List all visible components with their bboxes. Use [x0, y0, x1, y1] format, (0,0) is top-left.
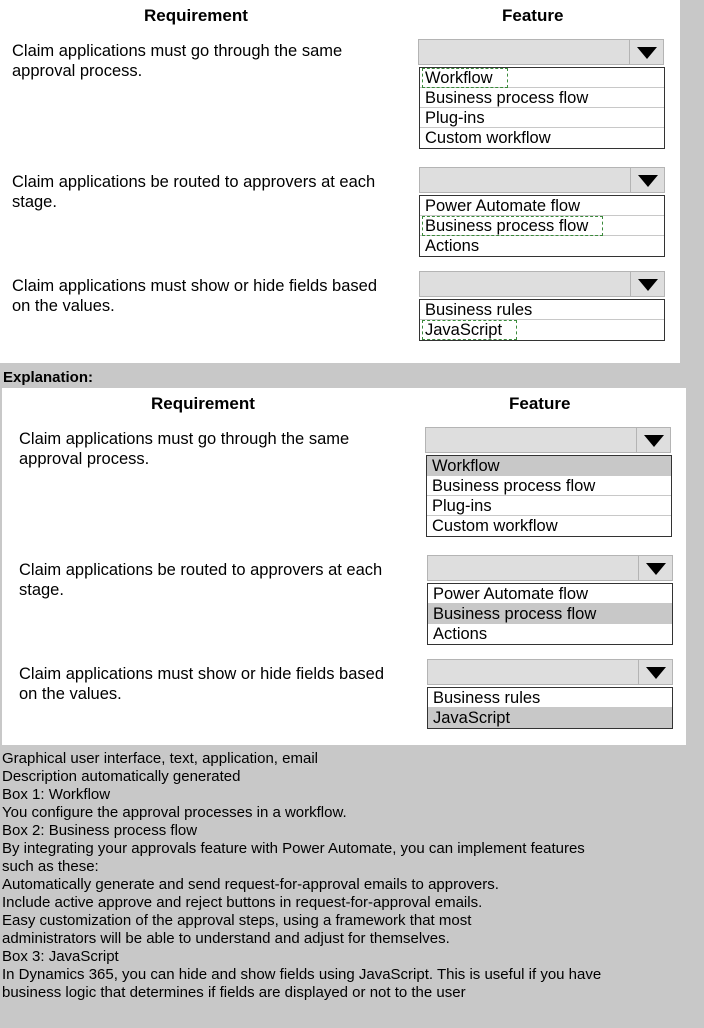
explanation-line: In Dynamics 365, you can hide and show fields using JavaScript. This is useful if you have — [2, 966, 602, 983]
explanation-line: Automatically generate and send request-for-approval emails to approvers. — [2, 876, 499, 893]
requirement-3: Claim applications must show or hide fields based on the values. — [12, 277, 378, 315]
option-business-rules[interactable]: Business rules — [420, 300, 664, 320]
explanation-line: Easy customization of the approval steps, using a framework that most — [2, 912, 472, 929]
requirement-header: Requirement — [144, 6, 248, 25]
explanation-line: business logic that determines if fields are displayed or not to the user — [2, 984, 466, 1001]
answer-marker: Workflow — [422, 68, 508, 88]
requirement-3: Claim applications must show or hide fields based on the values. — [19, 665, 385, 703]
answer-panel — [2, 388, 686, 745]
requirement-1: Claim applications must go through the same approval process. — [19, 430, 350, 468]
dropdown-1[interactable] — [418, 39, 664, 65]
explanation-line: Graphical user interface, text, application, email — [2, 750, 318, 767]
option-workflow-selected[interactable]: Workflow — [427, 456, 671, 476]
dropdown-3[interactable] — [419, 271, 665, 297]
option-business-process-flow[interactable] — [420, 216, 664, 236]
option-business-process-flow-selected[interactable]: Business process flow — [428, 604, 672, 624]
option-workflow[interactable] — [420, 68, 664, 88]
dropdown-1-options — [419, 67, 665, 149]
answer-marker: Business process flow — [422, 216, 603, 236]
requirement-2: Claim applications be routed to approvers at each stage. — [19, 561, 383, 599]
option-business-rules[interactable]: Business rules — [428, 688, 672, 708]
dropdown-2-options — [427, 583, 673, 645]
dropdown-3[interactable] — [427, 659, 673, 685]
explanation-line: Include active approve and reject buttons in request-for-approval emails. — [2, 894, 483, 911]
option-javascript-selected[interactable]: JavaScript — [428, 708, 672, 728]
explanation-line: Box 2: Business process flow — [2, 822, 198, 839]
requirement-header: Requirement — [151, 394, 255, 413]
dropdown-arrow-icon[interactable] — [636, 428, 670, 452]
option-custom-workflow[interactable]: Custom workflow — [432, 517, 558, 535]
option-javascript[interactable] — [420, 320, 664, 340]
explanation-line: Box 3: JavaScript — [2, 948, 119, 965]
option-actions[interactable]: Actions — [433, 625, 488, 643]
option-power-automate-flow[interactable]: Power Automate flow — [420, 196, 664, 216]
option-plug-ins[interactable]: Plug-ins — [427, 496, 671, 516]
option-business-process-flow[interactable]: Business process flow — [427, 476, 671, 496]
answer-marker: JavaScript — [422, 320, 517, 340]
dropdown-3-options — [419, 299, 665, 341]
explanation-line: By integrating your approvals feature with Power Automate, you can implement features — [2, 840, 585, 857]
explanation-line: such as these: — [2, 858, 99, 875]
explanation-text — [2, 750, 692, 1002]
option-custom-workflow[interactable]: Custom workflow — [425, 129, 551, 147]
dropdown-arrow-icon[interactable] — [630, 168, 664, 192]
feature-header: Feature — [502, 6, 564, 25]
option-plug-ins[interactable]: Plug-ins — [420, 108, 664, 128]
requirement-1: Claim applications must go through the same approval process. — [12, 42, 343, 80]
option-actions[interactable]: Actions — [425, 237, 480, 255]
requirement-2: Claim applications be routed to approvers at each stage. — [12, 173, 376, 211]
dropdown-arrow-icon[interactable] — [638, 660, 672, 684]
dropdown-2[interactable] — [419, 167, 665, 193]
dropdown-2-options — [419, 195, 665, 257]
explanation-line: Box 1: Workflow — [2, 786, 111, 803]
feature-header: Feature — [509, 394, 571, 413]
option-business-process-flow[interactable]: Business process flow — [420, 88, 664, 108]
explanation-line: You configure the approval processes in a workflow. — [2, 804, 347, 821]
explanation-label: Explanation: — [3, 369, 94, 386]
dropdown-3-options — [427, 687, 673, 729]
option-power-automate-flow[interactable]: Power Automate flow — [428, 584, 672, 604]
dropdown-1[interactable] — [425, 427, 671, 453]
explanation-line: administrators will be able to understand and adjust for themselves. — [2, 930, 450, 947]
question-panel — [0, 0, 680, 363]
dropdown-arrow-icon[interactable] — [630, 272, 664, 296]
dropdown-arrow-icon[interactable] — [638, 556, 672, 580]
dropdown-2[interactable] — [427, 555, 673, 581]
dropdown-arrow-icon[interactable] — [629, 40, 663, 64]
explanation-line: Description automatically generated — [2, 768, 241, 785]
dropdown-1-options — [426, 455, 672, 537]
